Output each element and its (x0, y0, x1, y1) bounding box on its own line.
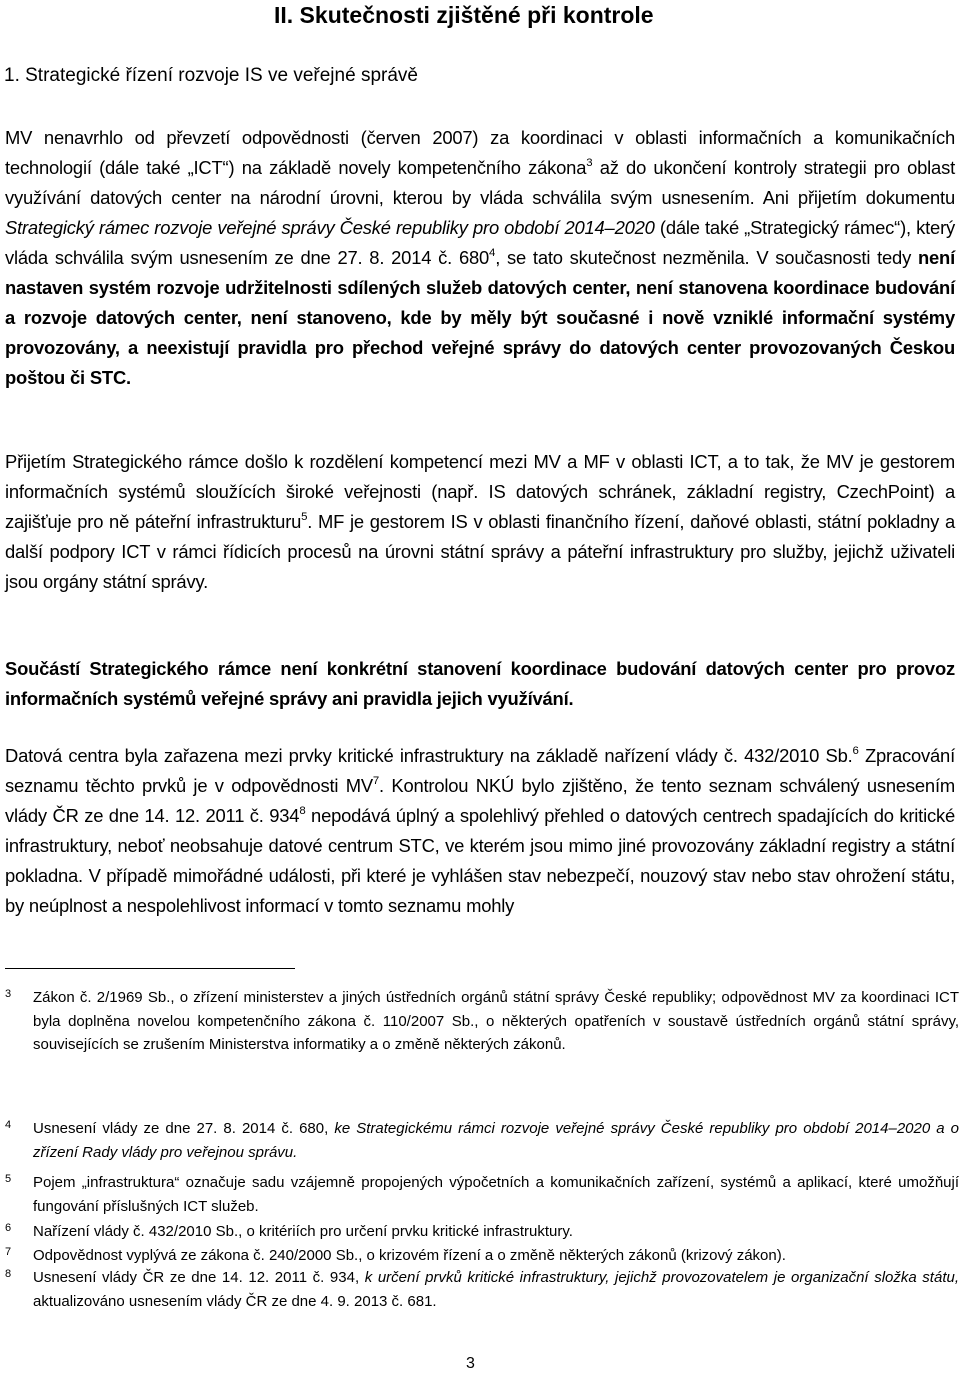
footnote-text-part: Usnesení vlády ze dne 27. 8. 2014 č. 680, (33, 1120, 335, 1137)
paragraph-4-text-2: Zpracování seznamu těchto prvků je v odpovědnosti MV (5, 745, 955, 796)
footnote-text-part: Zákon č. 2/1969 Sb., o zřízení ministerstev a jiných ústředních orgánů státní správy České republiky; odpovědnost MV za koordinaci ICT byla doplněna novelou kompetenčního zákona č. 110/2007 Sb., o některých opatřeních v soustavě ústředních orgánů státní správy, souvisejících se zrušením Ministerstva informatiky a o změně některých zákonů. (33, 989, 959, 1053)
footnote-text (33, 1171, 959, 1218)
footnote-text (33, 986, 959, 1057)
footnote-number: 4 (5, 1119, 12, 1131)
footnote-ref-7[interactable]: 7 (372, 774, 380, 787)
footnote-text-part: Pojem „infrastruktura“ označuje sadu vzájemně propojených výpočetních a komunikačních zařízení, systémů a aplikací, které umožňují fungování příslušných ICT služeb. (33, 1174, 959, 1215)
footnote-text (33, 1244, 959, 1268)
footnote-number: 3 (5, 988, 12, 1000)
footnote-number: 6 (5, 1222, 12, 1234)
paragraph-1-text-4: , se tato skutečnost nezměnila. V současnosti tedy (495, 247, 918, 268)
footnote-text-part: Usnesení vlády ČR ze dne 14. 12. 2011 č. 934, (33, 1269, 365, 1286)
paragraph-1-text-1: MV nenavrhlo od převzetí odpovědnosti (červen 2007) za koordinaci v oblasti informačních a komunikačních technologií (dále také „ICT“) na základě novely kompetenčního zákona (5, 127, 955, 178)
paragraph-1 (5, 123, 955, 393)
footnote-text-part: aktualizováno usnesením vlády ČR ze dne 4. 9. 2013 č. 681. (33, 1292, 437, 1310)
footnote-number: 5 (5, 1173, 12, 1185)
paragraph-2-text-1: Přijetím Strategického rámce došlo k rozdělení kompetencí mezi MV a MF v oblasti ICT, a to tak, že MV je gestorem informačních systémů sloužících široké veřejnosti (např. IS datových schránek, základní registry, CzechPoint) a zajišťuje pro ně páteřní infrastrukturu (5, 451, 955, 532)
paragraph-2-text-2: . MF je gestorem IS v oblasti finančního řízení, daňové oblasti, státní pokladny a další podpory ICT v rámci řídicích procesů na úrovni státní správy a páteřní infrastruktury pro služby, jejichž uživateli jsou orgány státní správy. (5, 511, 956, 592)
footnote-text (33, 1117, 959, 1164)
paragraph-1-text-2: až do ukončení kontroly strategii pro oblast využívání datových center na národní úrovni, kterou by vláda schválila svým usnesením. Ani přijetím dokumentu (5, 157, 955, 208)
footnote-divider (5, 968, 295, 969)
paragraph-4-text-3: . Kontrolou NKÚ bylo zjištěno, že tento seznam schválený usnesením vlády ČR ze dne 14. 12. 2011 č. 934 (5, 775, 955, 826)
footnote-text (33, 1220, 959, 1244)
paragraph-4 (5, 741, 955, 921)
footnote-text (33, 1266, 959, 1313)
footnote-number: 7 (5, 1246, 12, 1258)
footnote-number: 8 (5, 1268, 12, 1280)
paragraph-2 (5, 447, 955, 597)
footnote-italic-part: k určení prvků kritické infrastruktury, jejichž provozovatelem je organizační složka státu, (364, 1269, 959, 1286)
paragraph-4-text-1: Datová centra byla zařazena mezi prvky kritické infrastruktury na základě nařízení vlády č. 432/2010 Sb. (5, 745, 853, 766)
footnote-italic-part: ke Strategickému rámci rozvoje veřejné správy České republiky pro období 2014–2020 a o zřízení Rady vlády pro veřejnou správu. (33, 1120, 960, 1161)
footnote-ref-5[interactable]: 5 (301, 510, 308, 523)
footnote-ref-4[interactable]: 4 (489, 246, 496, 259)
footnote-ref-6[interactable]: 6 (852, 744, 859, 757)
paragraph-1-bold-finding: není nastaven systém rozvoje udržitelnosti sdílených služeb datových center, není stanovena koordinace budování a rozvoje datových center, není stanoveno, kde by měly být současné i nově vzniklé informační systémy provozovány, a neexistují pravidla pro přechod veřejné správy do datových center provozovaných Českou poštou či STC. (5, 247, 955, 388)
footnote-text-part: Nařízení vlády č. 432/2010 Sb., o kritériích pro určení prvku kritické infrastruktury. (33, 1223, 573, 1240)
footnote-text-part: Odpovědnost vyplývá ze zákona č. 240/2000 Sb., o krizovém řízení a o změně některých zákonů (krizový zákon). (33, 1247, 786, 1264)
footnote-ref-8[interactable]: 8 (299, 804, 306, 817)
paragraph-1-text-3: (dále také „Strategický rámec“), který vláda schválila svým usnesením ze dne 27. 8. 2014 č. 680 (5, 217, 955, 268)
paragraph-1-italic-title: Strategický rámec rozvoje veřejné správy České republiky pro období 2014–2020 (5, 217, 655, 238)
subsection-heading: 1. Strategické řízení rozvoje IS ve veřejné správě (4, 65, 418, 86)
page-number: 3 (466, 1355, 475, 1372)
section-heading: II. Skutečnosti zjištěné při kontrole (274, 2, 654, 28)
paragraph-4-text-4: nepodává úplný a spolehlivý přehled o datových centrech spadajících do kritické infrastruktury, neboť neobsahuje datové centrum STC, ve kterém jsou mimo jiné provozovány základní registry a státní pokladna. V případě mimořádné události, při které je vyhlášen stav nebezpečí, nouzový stav nebo stav ohrožení státu, by neúplnost a nespolehlivost informací v tomto seznamu mohly (5, 805, 955, 916)
paragraph-3 (5, 654, 955, 714)
footnote-ref-3[interactable]: 3 (586, 156, 593, 169)
paragraph-3-bold-finding: Součástí Strategického rámce není konkrétní stanovení koordinace budování datových center pro provoz informačních systémů veřejné správy ani pravidla jejich využívání. (5, 658, 955, 709)
